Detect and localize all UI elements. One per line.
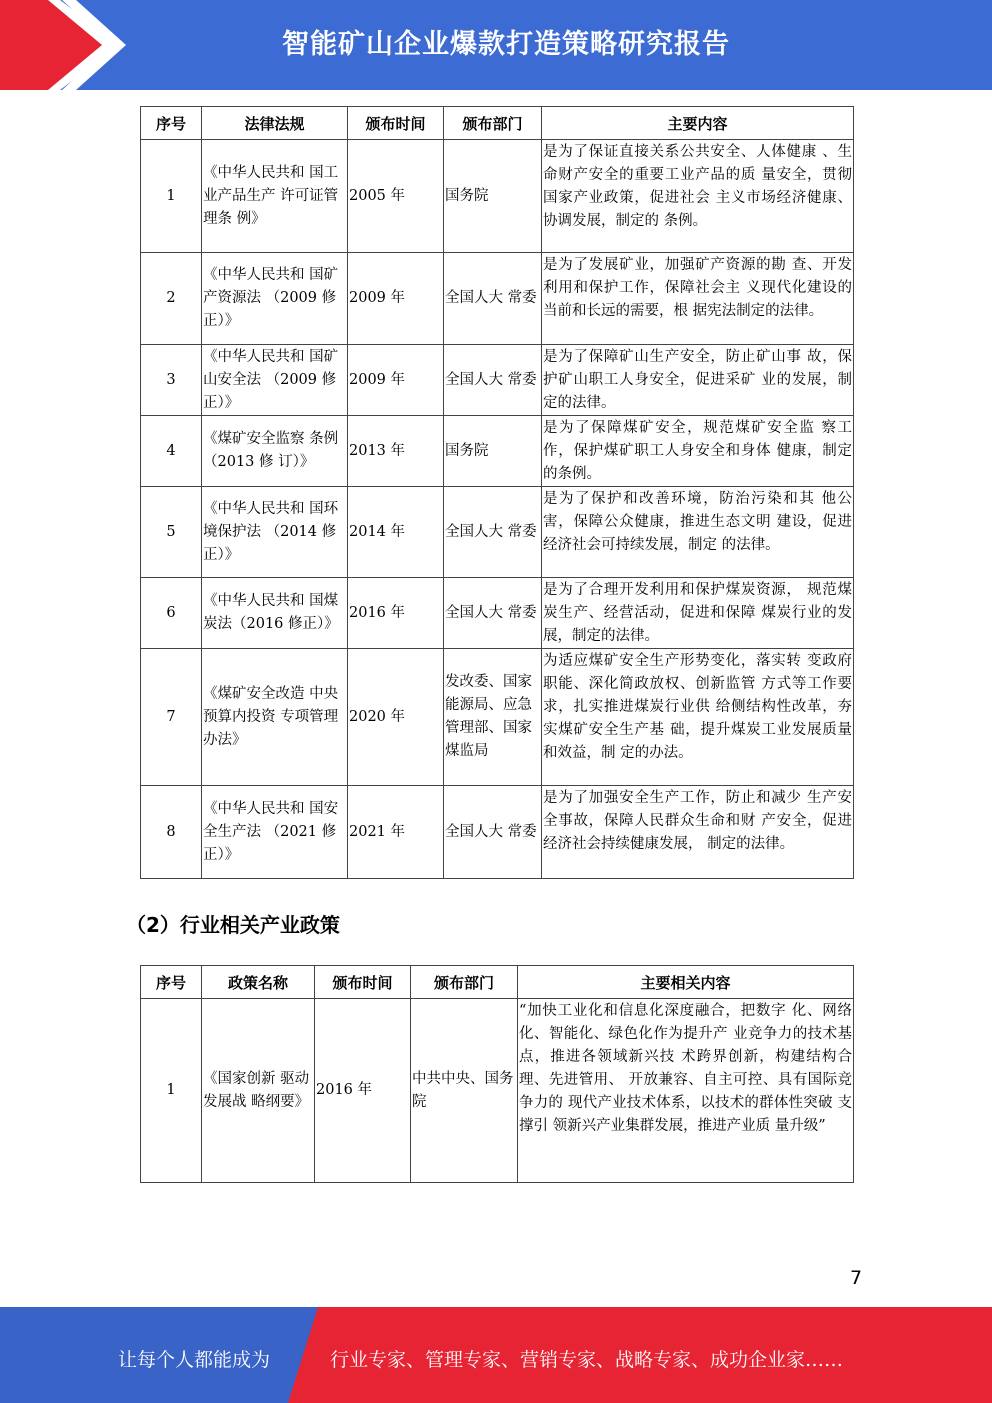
laws-table <box>140 106 854 879</box>
table-row <box>141 487 854 578</box>
row-year: 2005 年 <box>348 140 444 253</box>
row-no: 1 <box>141 999 202 1183</box>
row-law-name: 《中华人民共和 国矿山安全法 （2009 修正）》 <box>202 345 348 416</box>
row-content: 是为了合理开发利用和保护煤炭资源， 规范煤炭生产、经营活动，促进和保障 煤炭行业的发展，制定的法律。 <box>542 578 854 649</box>
table-row <box>141 140 854 253</box>
section-heading: （2）行业相关产业政策 <box>126 913 340 937</box>
row-year: 2020 年 <box>348 649 444 786</box>
row-no: 3 <box>141 345 202 416</box>
row-dept: 全国人大 常委 <box>444 253 542 345</box>
col-header-content: 主要相关内容 <box>518 966 854 999</box>
table-row <box>141 649 854 786</box>
row-no: 1 <box>141 140 202 253</box>
row-no: 6 <box>141 578 202 649</box>
col-header-year: 颁布时间 <box>348 107 444 140</box>
col-header-year: 颁布时间 <box>315 966 411 999</box>
row-content: 是为了保护和改善环境，防治污染和其 他公害，保障公众健康，推进生态文明 建设，促进经济社会可持续发展，制定 的法律。 <box>542 487 854 578</box>
page-number: 7 <box>850 1267 863 1289</box>
row-content: 是为了保障煤矿安全，规范煤矿安全监 察工作，保护煤矿职工人身安全和身体 健康，制定的条例。 <box>542 416 854 487</box>
row-policy-name: 《国家创新 驱动发展战 略纲要》 <box>202 999 315 1183</box>
row-year: 2014 年 <box>348 487 444 578</box>
row-dept: 全国人大 常委 <box>444 578 542 649</box>
table-row <box>141 999 854 1183</box>
row-year: 2016 年 <box>348 578 444 649</box>
col-header-content: 主要内容 <box>542 107 854 140</box>
table-row <box>141 253 854 345</box>
row-law-name: 《中华人民共和 国环境保护法 （2014 修正）》 <box>202 487 348 578</box>
col-header-no: 序号 <box>141 966 202 999</box>
row-content: 是为了加强安全生产工作，防止和减少 生产安全事故，保障人民群众生命和财 产安全，促进经济社会持续健康发展， 制定的法律。 <box>542 786 854 879</box>
row-content: 是为了保证直接关系公共安全、人体健康 、生命财产安全的重要工业产品的质 量安全，贯彻国家产业政策，促进社会 主义市场经济健康、协调发展，制定的 条例。 <box>542 140 854 253</box>
row-no: 7 <box>141 649 202 786</box>
row-no: 2 <box>141 253 202 345</box>
row-dept: 全国人大 常委 <box>444 786 542 879</box>
col-header-policy: 政策名称 <box>202 966 315 999</box>
row-year: 2009 年 <box>348 253 444 345</box>
col-header-dept: 颁布部门 <box>444 107 542 140</box>
table-row <box>141 345 854 416</box>
row-dept: 全国人大 常委 <box>444 487 542 578</box>
row-content: 为适应煤矿安全生产形势变化，落实转 变政府职能、深化简政放权、创新监管 方式等工作要求，扎实推进煤炭行业供 给侧结构性改革，夯实煤矿安全生产基 础，提升煤炭工业发展质量和效益，制 定的办法。 <box>542 649 854 786</box>
row-law-name: 《煤矿安全改造 中央预算内投资 专项管理办法》 <box>202 649 348 786</box>
row-law-name: 《中华人民共和 国安全生产法 （2021 修正）》 <box>202 786 348 879</box>
page-header <box>0 0 992 90</box>
table-row <box>141 786 854 879</box>
row-year: 2021 年 <box>348 786 444 879</box>
row-law-name: 《中华人民共和 国煤炭法（2016 修正）》 <box>202 578 348 649</box>
table-header-row <box>141 107 854 140</box>
row-law-name: 《中华人民共和 国工业产品生产 许可证管理条 例》 <box>202 140 348 253</box>
row-year: 2013 年 <box>348 416 444 487</box>
row-no: 5 <box>141 487 202 578</box>
col-header-no: 序号 <box>141 107 202 140</box>
table-row <box>141 578 854 649</box>
row-dept: 全国人大 常委 <box>444 345 542 416</box>
report-title: 智能矿山企业爆款打造策略研究报告 <box>282 29 730 60</box>
table-header-row <box>141 966 854 999</box>
row-content: 是为了发展矿业，加强矿产资源的勘 查、开发利用和保护工作，保障社会主 义现代化建设的当前和长远的需要，根 据宪法制定的法律。 <box>542 253 854 345</box>
policies-table <box>140 965 854 1183</box>
table-row <box>141 416 854 487</box>
page-footer <box>0 1307 992 1403</box>
row-law-name: 《煤矿安全监察 条例（2013 修 订）》 <box>202 416 348 487</box>
row-no: 4 <box>141 416 202 487</box>
row-law-name: 《中华人民共和 国矿产资源法 （2009 修正）》 <box>202 253 348 345</box>
row-content: 是为了保障矿山生产安全，防止矿山事 故，保护矿山职工人身安全，促进采矿 业的发展，制定的法律。 <box>542 345 854 416</box>
row-dept: 发改委、国家能源局、应急管理部、国家煤监局 <box>444 649 542 786</box>
row-dept: 中共中央、国务院 <box>411 999 518 1183</box>
row-year: 2009 年 <box>348 345 444 416</box>
col-header-law: 法律法规 <box>202 107 348 140</box>
row-content: “加快工业化和信息化深度融合，把数字 化、网络化、智能化、绿色化作为提升产 业竞争力的技术基点，推进各领域新兴技 术跨界创新，构建结构合理、先进管用、 开放兼容、自主可控、具有国际竞争力的 现代产业技术体系，以技术的群体性突破 支撑引 领新兴产业集群发展，推进产业质 量升级” <box>518 999 854 1183</box>
row-year: 2016 年 <box>315 999 411 1183</box>
row-no: 8 <box>141 786 202 879</box>
footer-slogan-right: 行业专家、管理专家、营销专家、战略专家、成功企业家…… <box>330 1349 844 1371</box>
col-header-dept: 颁布部门 <box>411 966 518 999</box>
footer-slogan-left: 让每个人都能成为 <box>118 1349 271 1371</box>
row-dept: 国务院 <box>444 140 542 253</box>
row-dept: 国务院 <box>444 416 542 487</box>
